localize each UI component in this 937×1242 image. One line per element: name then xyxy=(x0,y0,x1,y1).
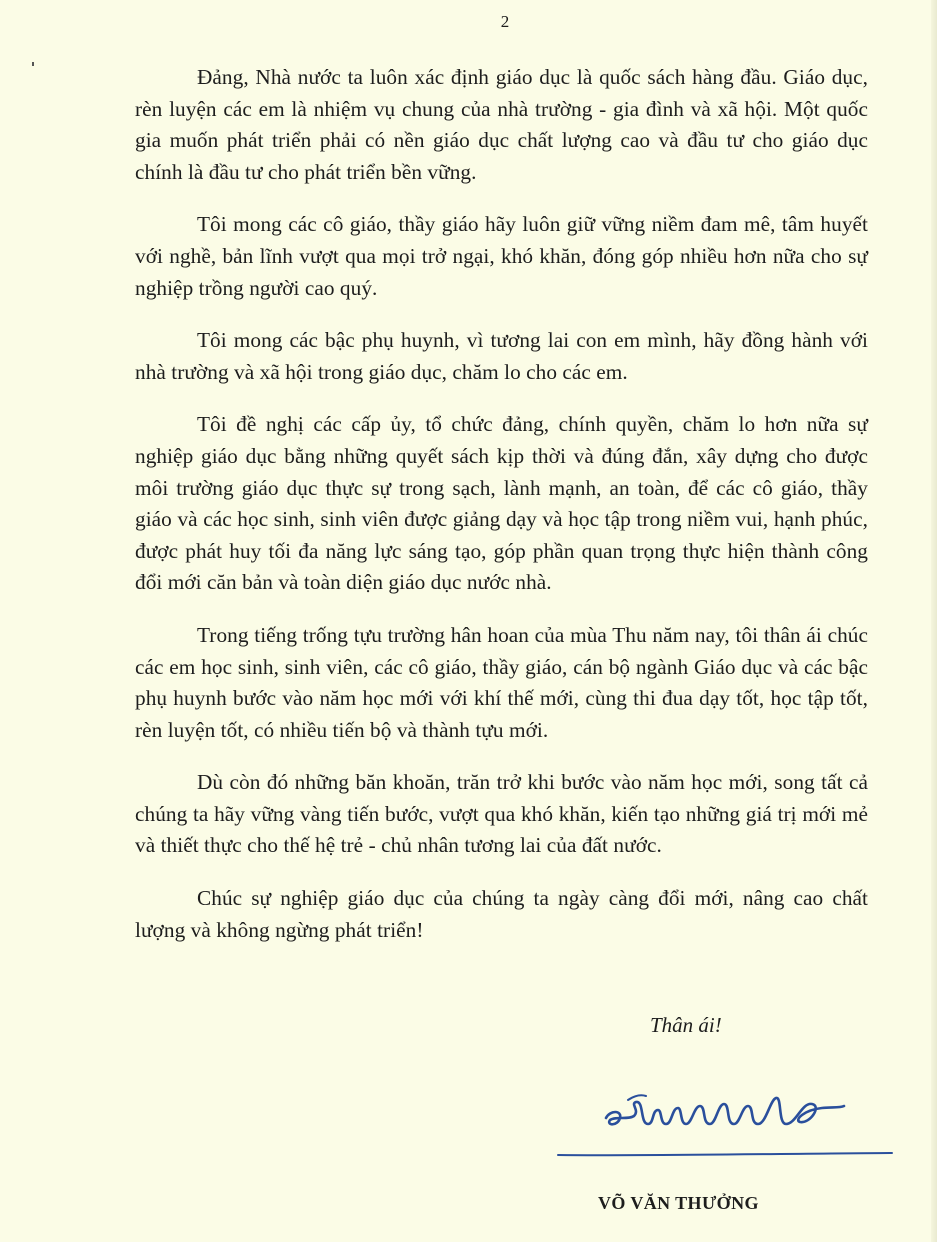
letter-body xyxy=(135,62,868,967)
paragraph: Tôi mong các bậc phụ huynh, vì tương lai con em mình, hãy đồng hành với nhà trường và xã hội trong giáo dục, chăm lo cho các em. xyxy=(135,328,868,384)
paragraph: Dù còn đó những băn khoăn, trăn trở khi bước vào năm học mới, song tất cả chúng ta hãy vững vàng tiến bước, vượt qua khó khăn, kiến tạo những giá trị mới mẻ và thiết thực cho thế hệ trẻ - chủ nhân tương lai của đất nước. xyxy=(135,770,868,858)
closing-salutation: Thân ái! xyxy=(650,1013,722,1037)
page-number: 2 xyxy=(500,12,510,31)
paragraph: Đảng, Nhà nước ta luôn xác định giáo dục là quốc sách hàng đầu. Giáo dục, rèn luyện các em là nhiệm vụ chung của nhà trường - gia đình và xã hội. Một quốc gia muốn phát triển phải có nền giáo dục chất lượng cao và đầu tư cho giáo dục chính là đầu tư cho phát triển bền vững. xyxy=(135,65,868,184)
paragraph: Trong tiếng trống tựu trường hân hoan của mùa Thu năm nay, tôi thân ái chúc các em học sinh, sinh viên, các cô giáo, thầy giáo, cán bộ ngành Giáo dục và các bậc phụ huynh bước vào năm học mới với khí thế mới, cùng thi đua dạy tốt, học tập tốt, rèn luyện tốt, có nhiều tiến bộ và thành tựu mới. xyxy=(135,622,868,742)
scan-speck xyxy=(32,62,34,66)
signature-underline xyxy=(556,1152,894,1158)
page-edge-shadow xyxy=(931,0,937,1242)
signer-name: VÕ VĂN THƯỞNG xyxy=(598,1193,759,1213)
paragraph: Chúc sự nghiệp giáo dục của chúng ta ngày càng đổi mới, nâng cao chất lượng và không ngừng phát triển! xyxy=(135,886,868,942)
paragraph: Tôi mong các cô giáo, thầy giáo hãy luôn giữ vững niềm đam mê, tâm huyết với nghề, bản lĩnh vượt qua mọi trở ngại, khó khăn, đóng góp nhiều hơn nữa cho sự nghiệp trồng người cao quý. xyxy=(135,212,868,300)
handwritten-signature xyxy=(600,1080,850,1140)
paragraph: Tôi đề nghị các cấp ủy, tổ chức đảng, chính quyền, chăm lo hơn nữa sự nghiệp giáo dục bằng những quyết sách kịp thời và đúng đắn, xây dựng cho được môi trường giáo dục thực sự trong sạch, lành mạnh, an toàn, để các cô giáo, thầy giáo và các học sinh, sinh viên được giảng dạy và học tập trong niềm vui, hạnh phúc, được phát huy tối đa năng lực sáng tạo, góp phần quan trọng thực hiện thành công đổi mới căn bản và toàn diện giáo dục nước nhà. xyxy=(135,412,868,595)
